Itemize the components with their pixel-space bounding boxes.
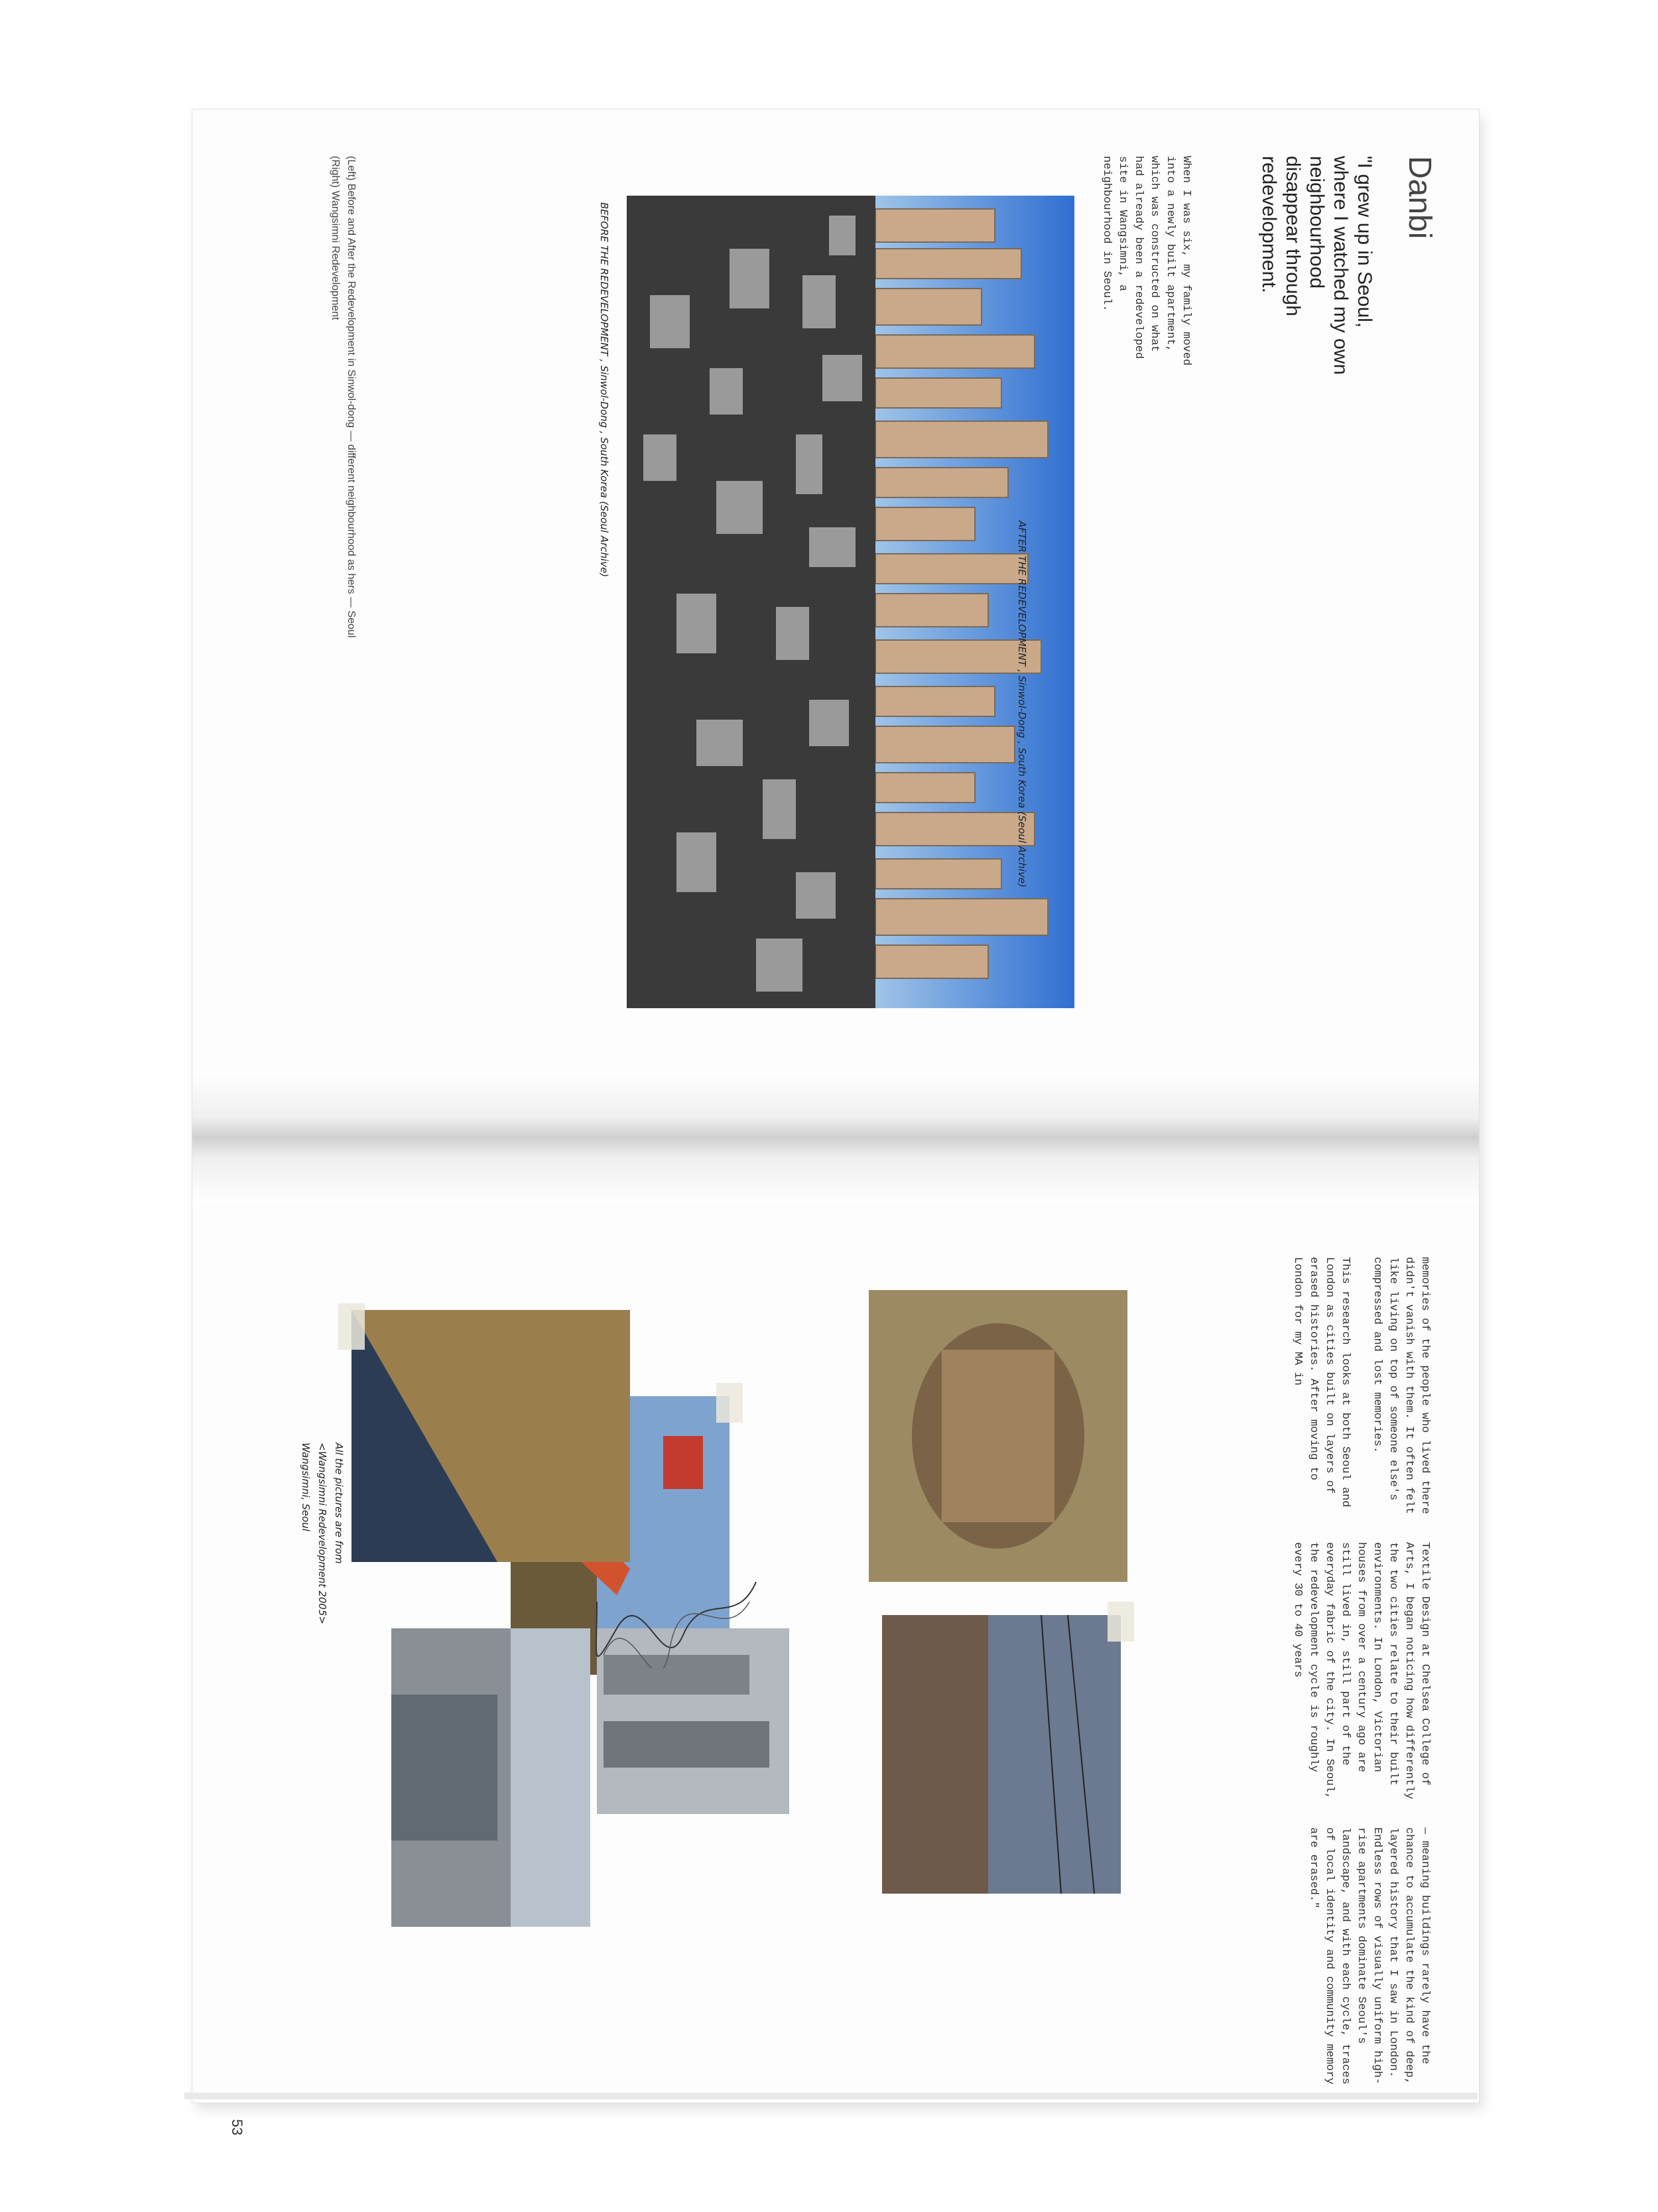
tape-strip (1108, 1602, 1134, 1642)
collage-photo-4-image (391, 1628, 590, 1927)
collage-photo-6 (351, 1310, 630, 1562)
handwritten-note-3: Wangsimni, Seoul (300, 1443, 312, 1531)
photo-caption-2: (Right) Wangsimni Redevelopment (330, 156, 341, 320)
collage-scribble (590, 1575, 763, 1668)
collage-photo-2-image (882, 1615, 1121, 1894)
article-title: Danbi (1402, 156, 1437, 239)
after-photo-label: AFTER THE REDEVELOPMENT , Sinwol-Dong , South Korea (Seoul Archive) (1016, 521, 1028, 887)
book-gutter (192, 1071, 1479, 1204)
body-column-6: — meaning buildings rarely have the chance to accumulate the kind of deep, layered history that I saw in London. Endless rows of visually uniform high-rise apartments dominate Seoul's landscape, and with each cycle, traces of local identity and community memory are erased." (1307, 1827, 1431, 2091)
body-column-5: Textile Design at Chelsea College of Arts, I began noticing how differently the two cities relate to their built environments. In London, Victorian houses from over a century ago are still lived in, still part of the everyday fabric of the city. In Seoul, the redevelopment cycle is roughly every 30 to 40 years (1291, 1542, 1431, 1806)
collage-photo-1-image (869, 1290, 1127, 1582)
tape-strip (716, 1383, 743, 1423)
before-after-photo (627, 196, 1074, 1008)
page-left (192, 109, 1479, 1071)
pull-quote: "I grew up in Seoul, where I watched my own neighbourhood disappear through redevelopment. (1258, 156, 1375, 375)
page-number: 53 (229, 2119, 245, 2136)
before-photo-label: BEFORE THE REDEVELOPMENT , Sinwol-Dong , South Korea (Seoul Archive) (598, 202, 610, 578)
intro-paragraph: When I was six, my family moved into a newly built apartment, which was constructed on what had already been a redeveloped site in Wangsimni, a neighbourhood in Seoul. (1100, 156, 1192, 373)
collage-photo-2 (882, 1615, 1121, 1894)
body-column-4: memories of the people who lived there didn't vanish with them. It often felt like living on top of someone else's compressed and lost memories. This research looks at both Seoul and London as cities built on layers of erased histories. After moving to London for my MA in (1291, 1257, 1431, 1514)
collage-photo-1 (869, 1290, 1127, 1582)
handwritten-note-2: <Wangsimni Redevelopment 2005> (316, 1443, 328, 1624)
photo-caption-1: (Left) Before and After the Redevelopment in Sinwol-dong — different neighbourhood as hers — Seoul (346, 156, 357, 638)
collage-photo-6-image (351, 1310, 630, 1562)
page-right (192, 1204, 1479, 2166)
before-after-photo-image (627, 196, 1074, 1008)
handwritten-note-1: All the pictures are from (333, 1443, 345, 1564)
tape-strip (338, 1303, 365, 1350)
magazine-spread (192, 109, 1479, 2136)
collage-photo-4 (391, 1628, 590, 1927)
